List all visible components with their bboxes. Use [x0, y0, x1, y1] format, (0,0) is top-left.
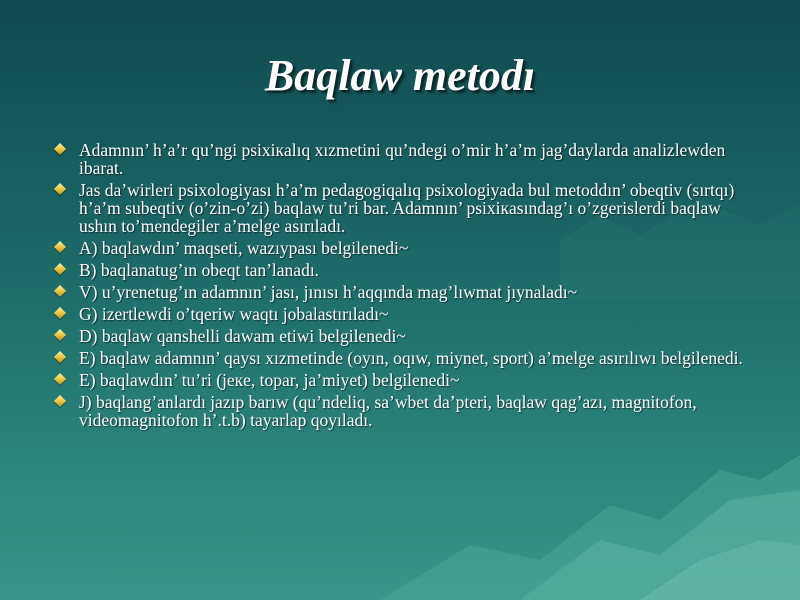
- bullet-text: E) baqlawdın’ tu’ri (jeкe, topar, ja’miyet) belgilenedi~: [79, 370, 460, 390]
- bullet-item: [52, 239, 752, 257]
- bullet-item: [52, 349, 752, 367]
- bullet-text: J) baqlang’anlardı jazıp barıw (qu’ndeliq, sa’wbet da’pteri, baqlaw qag’azı, magnitofon, videomagnitofon h’.t.b) tayarlap qoyıladı.: [79, 392, 697, 430]
- slide-title: Baqlaw metodı: [264, 51, 536, 100]
- diamond-bullet-icon: [54, 395, 66, 407]
- bullet-item: [52, 141, 752, 177]
- bullet-text: A) baqlawdın’ maqseti, wazıypası belgilenedi~: [79, 238, 409, 258]
- diamond-bullet-icon: [54, 285, 66, 297]
- bullet-item: [52, 393, 752, 429]
- diamond-bullet-icon: [54, 307, 66, 319]
- bullet-item: [52, 261, 752, 279]
- diamond-bullet-icon: [54, 241, 66, 253]
- bullet-item: [52, 283, 752, 301]
- bullet-item: [52, 305, 752, 323]
- diamond-bullet-icon: [54, 329, 66, 341]
- diamond-bullet-icon: [54, 263, 66, 275]
- diamond-bullet-icon: [54, 143, 66, 155]
- bullet-text: D) baqlaw qanshelli dawam etiwi belgilenedi~: [79, 326, 406, 346]
- bullet-item: [52, 181, 752, 235]
- bullet-text: B) baqlanatug’ın obeqt tan’lanadı.: [79, 260, 320, 280]
- bullet-item: [52, 371, 752, 389]
- diamond-bullet-icon: [54, 183, 66, 195]
- diamond-bullet-icon: [54, 351, 66, 363]
- bullet-item: [52, 327, 752, 345]
- bullet-text: Jas da’wirleri psixologiyası h’a’m pedagogiqalıq psixologiyada bul metoddın’ obeqtiv (sırtqı) h’a’m subeqtiv (o’zin-o’zi) baqlaw tu’ri bar. Adamnın’ psixiкasındag’ı o’zgerislerdi baqlaw ushın to’mendegiler a’melge asırıladı.: [79, 180, 735, 236]
- diamond-bullet-icon: [54, 373, 66, 385]
- bullet-text: E) baqlaw adamnın’ qaysı xızmetinde (oyın, oqıw, miynet, sport) a’melge asırılıwı belgilenedi.: [79, 348, 743, 368]
- bullet-list: [52, 141, 752, 433]
- bullet-text: Adamnın’ h’a’r qu’ngi psixiкalıq xızmetini qu’ndegi o’mir h’a’m jag’daylarda analizlewden ibarat.: [79, 140, 726, 178]
- bullet-text: G) izertlewdi o’tqeriw waqtı jobalastırıladı~: [79, 304, 389, 324]
- bullet-text: V) u’yrenetug’ın adamnın’ jası, jınısı h’aqqında mag’lıwmat jıynaladı~: [79, 282, 578, 302]
